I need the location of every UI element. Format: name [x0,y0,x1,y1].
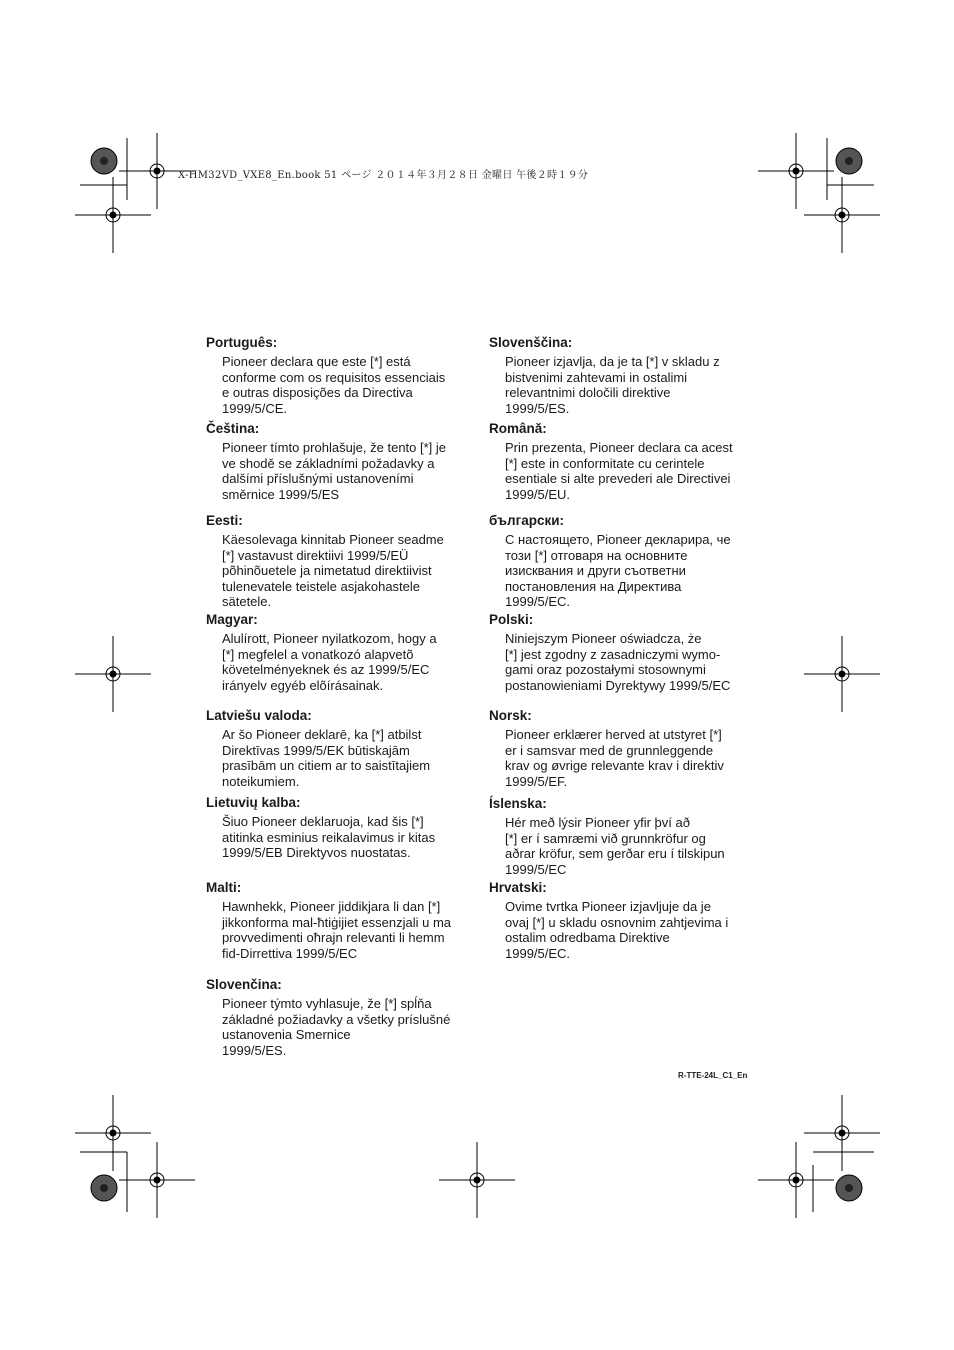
section-title: Português: [206,335,278,350]
section-body: С настоящето, Pioneer декларира, че този [*] отговаря на основните изисквания и други съответни постановления на Директива 1999/5/EC. [505,532,731,609]
section-lietuviu [206,795,476,861]
section-title: Malti: [206,880,242,895]
section-body: Ovime tvrtka Pioneer izjavljuje da je ovaj [*] u skladu osnovnim zahtjevima i ostalim odredbama Direktive 1999/5/EC. [505,899,729,961]
section-title: Magyar: [206,612,258,627]
section-cestina [206,421,476,502]
section-title: Polski: [489,612,534,627]
section-norsk [489,708,759,789]
section-title: Slovenščina: [489,335,573,350]
section-body: Šiuo Pioneer deklaruoja, kad šis [*] atitinka esminius reikalavimus ir kitas 1999/5/EB Direktyvos nuostatas. [222,814,436,860]
section-polski [489,612,759,693]
section-islenska [489,796,759,877]
section-title: Čeština: [206,421,260,436]
section-body: Pioneer tímto prohlašuje, že tento [*] je ve shodě se základními požadavky a dalšími příslušnými ustanoveními směrnice 1999/5/ES [222,440,447,502]
section-body: Prin prezenta, Pioneer declara ca acest [*] este in conformitate cu cerintele esentiale si alte prevederi ale Directivei 1999/5/EU. [505,440,733,502]
section-title: Íslenska: [489,796,547,811]
section-title: Latviešu valoda: [206,708,312,723]
section-body: Hér með lýsir Pioneer yfir því að [*] er í samræmi við grunnkröfur og aðrar kröfur, sem gerðar eru í tilskipun 1999/5/EC [505,815,725,877]
document-code: R-TTE-24L_C1_En [678,1071,748,1080]
section-body: Pioneer týmto vyhlasuje, že [*] spĺňa základné požiadavky a všetky príslušné ustanovenia Smernice 1999/5/ES. [222,996,451,1058]
section-romana [489,421,759,502]
section-portugues [206,335,476,416]
section-title: Eesti: [206,513,243,528]
section-title: Lietuvių kalba: [206,795,301,810]
section-body: Niniejszym Pioneer oświadcza, że [*] jest zgodny z zasadniczymi wymo- gami oraz pozostałymi stosownymi postanowieniami Dyrektywy 1999/5/EC [505,631,731,693]
section-slovenscina [489,335,759,416]
section-body: Ar šo Pioneer deklarē, ka [*] atbilst Direktīvas 1999/5/EK būtiskajām prasībām un citiem ar to saistītajiem noteikumiem. [222,727,431,789]
section-malti [206,880,476,961]
section-body: Käesolevaga kinnitab Pioneer seadme [*] vastavust direktiivi 1999/5/EÜ põhinõuetele ja nimetatud direktiivist tulenevatele teistele asjakohastele sätetele. [222,532,444,609]
section-eesti [206,513,476,610]
book-header: X-HM32VD_VXE8_En.book 51 ページ ２０１４年３月２８日 金曜日 午後２時１９分 [178,170,589,181]
section-body: Hawnhekk, Pioneer jiddikjara li dan [*] jikkonforma mal-ħtiġijiet essenzjali u ma provvedimenti oħrajn relevanti li hemm fid-Dirrettiva 1999/5/EC [222,899,452,961]
section-body: Pioneer declara que este [*] está conforme com os requisitos essenciais e outras disposições da Directiva 1999/5/CE. [222,354,446,416]
section-title: Norsk: [489,708,532,723]
section-title: Hrvatski: [489,880,547,895]
section-body: Pioneer izjavlja, da je ta [*] v skladu z bistvenimi zahtevami in ostalimi relevantnimi določili direktive 1999/5/ES. [505,354,720,416]
section-body: Pioneer erklærer herved at utstyret [*] er i samsvar med de grunnleggende krav og øvrige relevante krav i direktiv 1999/5/EF. [505,727,724,789]
section-balgarski [489,513,759,610]
section-title: Slovenčina: [206,977,282,992]
section-magyar [206,612,476,693]
section-slovencina [206,977,476,1058]
section-title: Română: [489,421,547,436]
section-latviesu [206,708,476,789]
section-body: Alulírott, Pioneer nyilatkozom, hogy a [*] megfelel a vonatkozó alapvetõ követelményeknek és az 1999/5/EC irányelv egyéb elõírásainak. [222,631,437,693]
section-hrvatski [489,880,759,961]
section-title: български: [489,513,565,528]
